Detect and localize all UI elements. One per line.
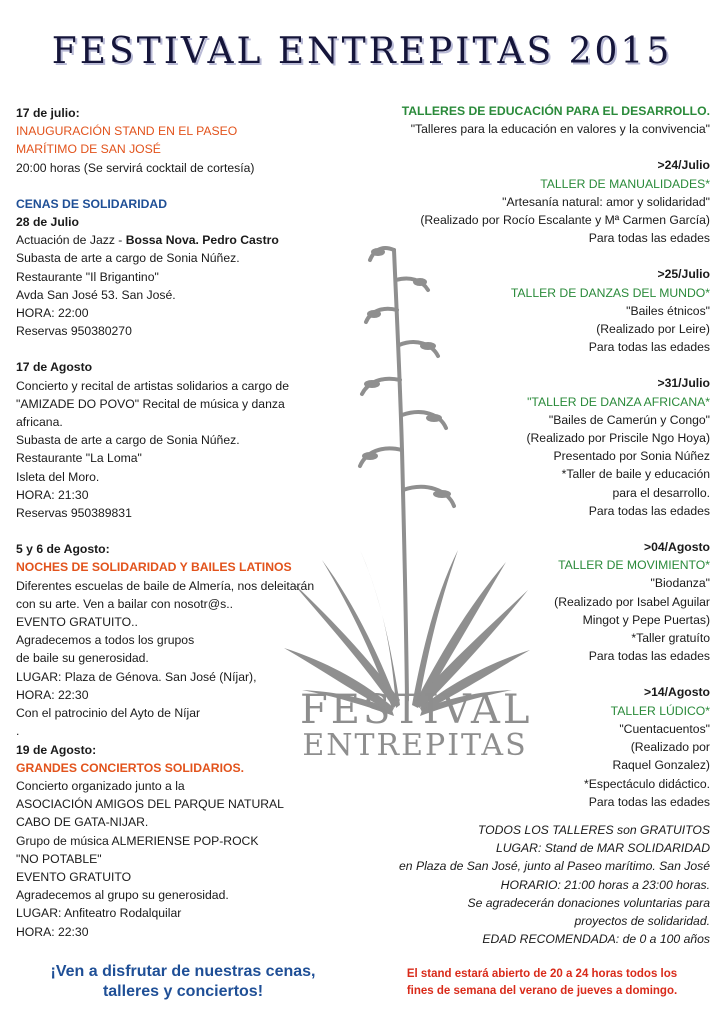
event-text xyxy=(16,231,316,249)
event-text: africana. xyxy=(16,415,63,430)
event-text: Concierto organizado junto a la xyxy=(16,778,185,793)
workshop-name: TALLER DE MOVIMIENTO* xyxy=(558,558,710,573)
workshop-text: "Biodanza" xyxy=(650,576,710,591)
event-text: "NO POTABLE" xyxy=(16,851,102,866)
workshops-info: TODOS LOS TALLERES son GRATUITOS xyxy=(477,822,710,837)
event-text: ASOCIACIÓN AMIGOS DEL PARQUE NATURAL xyxy=(16,797,284,812)
event-title: GRANDES CONCIERTOS SOLIDARIOS. xyxy=(16,760,244,775)
workshops-info: EDAD RECOMENDADA: de 0 a 100 años xyxy=(482,932,710,947)
event-text: Restaurante "La Loma" xyxy=(16,451,142,466)
workshop-text: Para todas las edades xyxy=(588,794,710,809)
event-text-part: Actuación de Jazz - xyxy=(16,233,126,248)
event-text: Subasta de arte a cargo de Sonia Núñez. xyxy=(16,251,240,266)
event-text: HORA: 21:30 xyxy=(16,487,89,502)
workshop-text: Para todas las edades xyxy=(588,340,710,355)
workshop-name: "TALLER DE DANZA AFRICANA* xyxy=(527,394,710,409)
workshop-date: >31/Julio xyxy=(657,376,710,391)
logo-line-1: FESTIVAL xyxy=(300,687,533,733)
footer-schedule xyxy=(382,966,702,1000)
event-text: LUGAR: Anfiteatro Rodalquilar xyxy=(16,906,182,921)
workshop-text: Mingot y Pepe Puertas) xyxy=(582,612,710,627)
page-title: FESTIVAL ENTREPITAS 2015 xyxy=(51,31,673,72)
workshop-text: *Espectáculo didáctico. xyxy=(583,776,710,791)
events-column xyxy=(16,104,316,941)
workshops-heading: TALLERES DE EDUCACIÓN PARA EL DESARROLLO. xyxy=(401,104,710,118)
event-title: MARÍTIMO DE SAN JOSÉ xyxy=(16,142,161,157)
event-text: Diferentes escuelas de baile de Almería, nos deleitarán xyxy=(16,578,315,593)
footer-schedule-line: El stand estará abierto de 20 a 24 horas todos los xyxy=(406,968,678,980)
workshop-text: (Realizado por Rocío Escalante y Mª Carmen García) xyxy=(420,213,710,228)
event-text: HORA: 22:30 xyxy=(16,687,89,702)
workshops-info: LUGAR: Stand de MAR SOLIDARIDAD xyxy=(495,841,710,856)
event-text: Grupo de música ALMERIENSE POP-ROCK xyxy=(16,833,259,848)
event-text: de baile su generosidad. xyxy=(16,651,149,666)
event-date: 19 de Agosto: xyxy=(16,742,97,757)
event-text: HORA: 22:30 xyxy=(16,924,89,939)
event-text: Reservas 950389831 xyxy=(16,506,132,521)
logo-line-2: ENTREPITAS xyxy=(302,728,528,763)
event-text: Reservas 950380270 xyxy=(16,324,132,339)
workshop-text: "Cuentacuentos" xyxy=(619,721,710,736)
workshop-text: "Artesanía natural: amor y solidaridad" xyxy=(502,194,710,209)
workshop-text: Para todas las edades xyxy=(588,231,710,246)
workshop-text: Para todas las edades xyxy=(588,649,710,664)
workshops-subheading: "Talleres para la educación en valores y la convivencia" xyxy=(410,122,710,137)
footer-schedule-line: fines de semana del verano de jueves a domingo. xyxy=(406,985,678,997)
event-text: . xyxy=(16,724,20,739)
workshop-text: *Taller gratuíto xyxy=(631,631,710,646)
event-text: Agradecemos al grupo su generosidad. xyxy=(16,888,229,903)
event-text: Subasta de arte a cargo de Sonia Núñez. xyxy=(16,433,240,448)
footer-invitation-line: talleres y conciertos! xyxy=(102,983,264,1000)
event-text: Isleta del Moro. xyxy=(16,469,100,484)
event-date: 5 y 6 de Agosto: xyxy=(16,542,110,557)
workshop-date: >25/Julio xyxy=(657,267,710,282)
workshop-text: *Taller de baile y educación xyxy=(561,467,710,482)
workshops-info: Se agradecerán donaciones voluntarias para xyxy=(467,895,710,910)
event-date: 28 de Julio xyxy=(16,215,79,230)
event-text: Con el patrocinio del Ayto de Níjar xyxy=(16,706,201,721)
event-text: "AMIZADE DO POVO" Recital de música y danza xyxy=(16,396,285,411)
event-text: Concierto y recital de artistas solidarios a cargo de xyxy=(16,378,289,393)
event-performer: Bossa Nova. Pedro Castro xyxy=(125,233,279,248)
event-text: con su arte. Ven a bailar con nosotr@s.. xyxy=(16,596,233,611)
event-text: HORA: 22:00 xyxy=(16,306,89,321)
workshop-date: >04/Agosto xyxy=(643,540,710,555)
event-text: EVENTO GRATUITO.. xyxy=(16,615,138,630)
event-text: EVENTO GRATUITO xyxy=(16,869,132,884)
workshop-name: TALLER LÚDICO* xyxy=(610,703,710,718)
workshop-text: Para todas las edades xyxy=(588,503,710,518)
event-text: LUGAR: Plaza de Génova. San José (Níjar), xyxy=(16,669,257,684)
workshop-date: >14/Agosto xyxy=(643,685,710,700)
footer-invitation xyxy=(18,962,348,1002)
workshop-text: "Bailes étnicos" xyxy=(626,303,710,318)
event-title: NOCHES DE SOLIDARIDAD Y BAILES LATINOS xyxy=(16,560,292,575)
workshop-date: >24/Julio xyxy=(657,158,710,173)
workshop-text: (Realizado por xyxy=(630,740,710,755)
section-heading: CENAS DE SOLIDARIDAD xyxy=(16,196,167,211)
workshop-text: "Bailes de Camerún y Congo" xyxy=(548,412,710,427)
event-text: Agradecemos a todos los grupos xyxy=(16,633,195,648)
event-text: Avda San José 53. San José. xyxy=(16,287,176,302)
workshop-text: (Realizado por Priscile Ngo Hoya) xyxy=(526,431,710,446)
workshop-text: Presentado por Sonia Núñez xyxy=(553,449,710,464)
workshop-text: (Realizado por Isabel Aguilar xyxy=(554,594,710,609)
workshop-text: para el desarrollo. xyxy=(612,485,710,500)
event-date: 17 de Agosto xyxy=(16,360,93,375)
workshops-info: HORARIO: 21:00 horas a 23:00 horas. xyxy=(500,877,710,892)
workshop-name: TALLER DE MANUALIDADES* xyxy=(540,176,710,191)
workshops-info: en Plaza de San José, junto al Paseo marítimo. San José xyxy=(399,859,710,874)
event-text: 20:00 horas (Se servirá cocktail de cortesía) xyxy=(16,160,255,175)
footer-invitation-line: ¡Ven a disfrutar de nuestras cenas, xyxy=(50,963,316,980)
workshop-name: TALLER DE DANZAS DEL MUNDO* xyxy=(510,285,710,300)
workshops-info: proyectos de solidaridad. xyxy=(574,913,710,928)
workshop-text: Raquel Gonzalez) xyxy=(612,758,710,773)
event-title: INAUGURACIÓN STAND EN EL PASEO xyxy=(16,124,238,139)
event-date: 17 de julio: xyxy=(16,106,80,120)
workshops-column xyxy=(350,102,710,948)
workshop-text: (Realizado por Leire) xyxy=(596,322,710,337)
event-text: Restaurante "Il Brigantino" xyxy=(16,269,159,284)
event-text: CABO DE GATA-NIJAR. xyxy=(16,815,149,830)
